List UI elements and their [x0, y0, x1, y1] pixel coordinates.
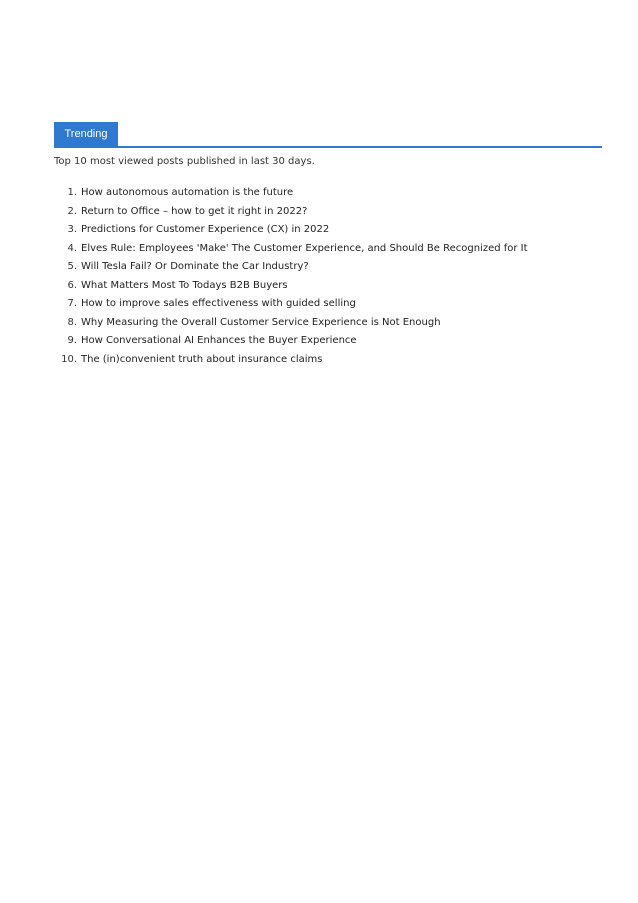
post-number: 2.	[67, 205, 77, 217]
post-link[interactable]: Predictions for Customer Experience (CX) in 2022	[81, 224, 330, 235]
trending-post-list	[54, 184, 602, 369]
post-link[interactable]: How autonomous automation is the future	[81, 187, 294, 198]
post-number: 6.	[67, 279, 77, 291]
widget-description: Top 10 most viewed posts published in last 30 days.	[54, 156, 315, 167]
post-link[interactable]: Why Measuring the Overall Customer Service Experience is Not Enough	[81, 316, 441, 328]
list-item	[54, 240, 602, 259]
list-item	[54, 203, 602, 222]
trending-widget	[54, 122, 602, 369]
post-number: 1.	[67, 187, 77, 198]
post-number: 3.	[67, 224, 77, 235]
tab-trending[interactable]: Trending	[54, 122, 118, 146]
post-link[interactable]: The (in)convenient truth about insurance claims	[81, 353, 323, 365]
post-link[interactable]: What Matters Most To Todays B2B Buyers	[81, 279, 288, 291]
list-item	[54, 277, 602, 296]
post-number: 10.	[61, 353, 77, 365]
list-item	[54, 258, 602, 277]
list-item	[54, 314, 602, 333]
post-link[interactable]: How Conversational AI Enhances the Buyer Experience	[81, 335, 357, 346]
post-number: 5.	[67, 261, 77, 272]
post-link[interactable]: How to improve sales effectiveness with guided selling	[81, 298, 356, 309]
post-number: 7.	[67, 298, 77, 309]
post-link[interactable]: Elves Rule: Employees 'Make' The Customer Experience, and Should Be Recognized for It	[81, 242, 528, 254]
widget-header	[54, 122, 602, 148]
list-item	[54, 184, 602, 203]
list-item	[54, 295, 602, 314]
list-item	[54, 221, 602, 240]
list-item	[54, 351, 602, 370]
post-link[interactable]: Will Tesla Fail? Or Dominate the Car Industry?	[81, 261, 309, 272]
post-link[interactable]: Return to Office – how to get it right in 2022?	[81, 205, 308, 217]
post-number: 9.	[67, 335, 77, 346]
list-item	[54, 332, 602, 351]
post-number: 4.	[67, 242, 77, 254]
post-number: 8.	[67, 316, 77, 328]
